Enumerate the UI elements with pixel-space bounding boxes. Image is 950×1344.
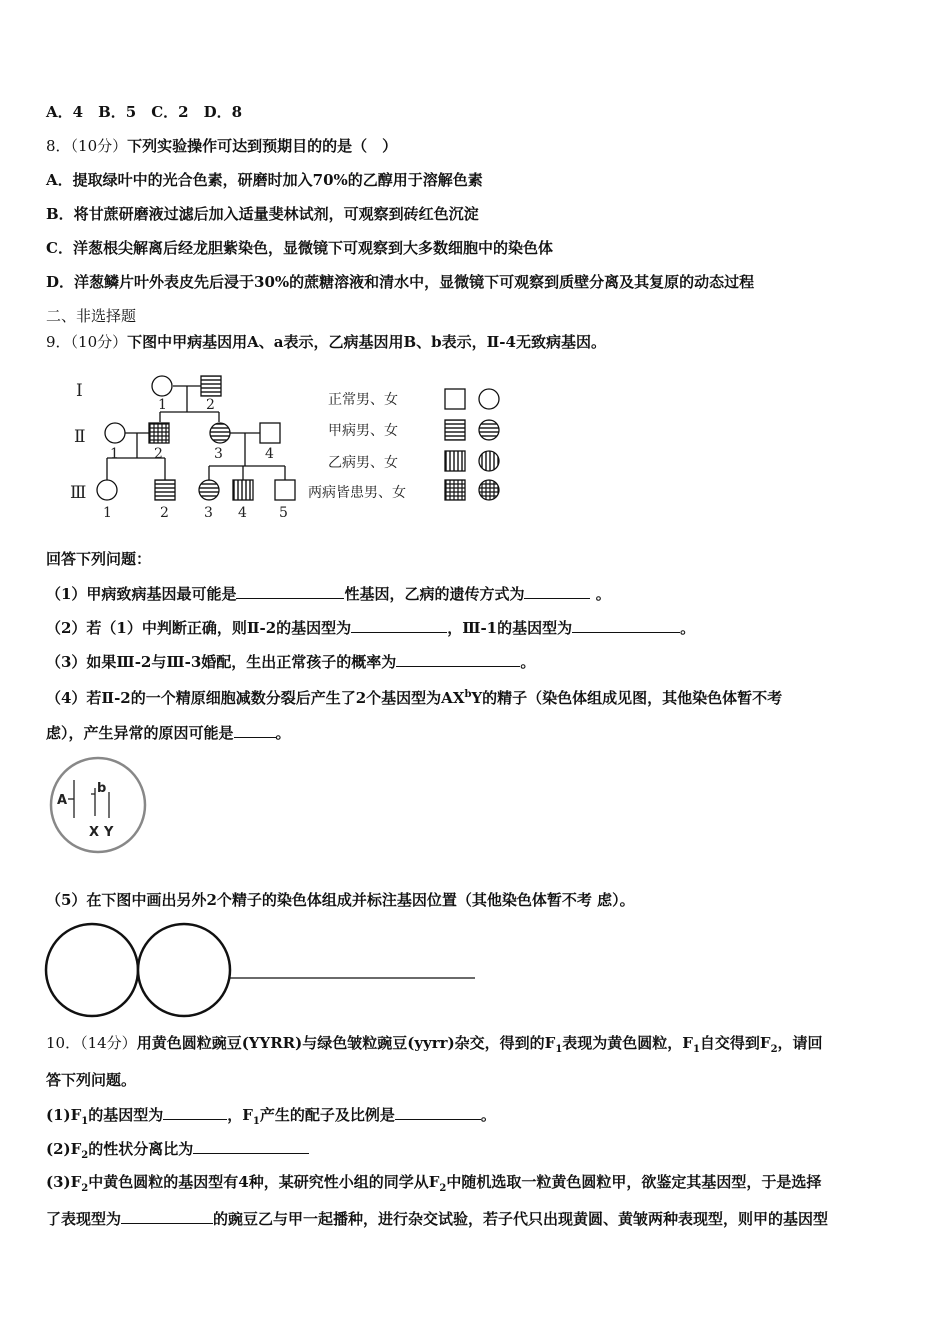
- q10-p1-d: 产生的配子及比例是: [259, 1106, 395, 1124]
- section-heading: 二、非选择题: [46, 307, 137, 325]
- q10-part1: [46, 1104, 496, 1132]
- legend-normal-male: [445, 389, 465, 409]
- II-4-male: [260, 423, 280, 443]
- q9-p1-text-a: （1）甲病致病基因最可能是: [46, 585, 237, 603]
- q9-part4: [46, 685, 782, 708]
- legend-both-male: [445, 480, 465, 500]
- q9-number: 9．（10分）: [46, 333, 128, 351]
- q8-text: 下列实验操作可达到预期目的的是（ ）: [127, 137, 398, 155]
- III-4-male: [233, 480, 253, 500]
- blank-9[interactable]: [193, 1138, 309, 1154]
- q8-stem: [46, 136, 397, 156]
- blank-1[interactable]: [236, 583, 344, 599]
- sperm-cell-diagram: [48, 756, 152, 856]
- answer-intro: 回答下列问题：: [46, 550, 152, 568]
- blank-cell-2[interactable]: [138, 924, 230, 1016]
- q10-part3-cont: [46, 1208, 828, 1229]
- III-5-male: [275, 480, 295, 500]
- blank-10[interactable]: [121, 1208, 213, 1224]
- num-III-5: 5: [279, 505, 288, 521]
- q10-p3-sub1: 2: [81, 1183, 89, 1194]
- q9-p1-text-c: 。: [595, 585, 611, 603]
- q10-number: 10．（14分）: [46, 1034, 137, 1052]
- III-2-male: [155, 480, 175, 500]
- q9-part3: [46, 651, 535, 672]
- q10-p1-b: 的基因型为: [88, 1106, 164, 1124]
- q10-l1-sub2: 1: [692, 1044, 700, 1055]
- q10-p1-a: (1)F: [46, 1106, 82, 1124]
- blank-8[interactable]: [395, 1104, 481, 1120]
- blank-5[interactable]: [396, 651, 520, 667]
- q10-p3-l2b: 的豌豆乙与甲一起播种，进行杂交试验，若子代只出现黄圆、黄皱两种表现型，则甲的基因型: [213, 1210, 829, 1228]
- label-X: X: [89, 825, 100, 840]
- gen-label-III: Ⅲ: [70, 483, 87, 503]
- label-b: b: [97, 781, 107, 796]
- q8-option-a: A．提取绿叶中的光合色素，研磨时加入70%的乙醇用于溶解色素: [46, 171, 483, 189]
- blank-4[interactable]: [572, 617, 680, 633]
- num-III-4: 4: [238, 505, 247, 521]
- num-II-4: 4: [265, 446, 274, 462]
- q8-option-b: B．将甘蔗研磨液过滤后加入适量斐林试剂，可观察到砖红色沉淀: [46, 205, 479, 223]
- III-3-female: [199, 480, 219, 500]
- pedigree-chart: [60, 366, 510, 526]
- q10-line2: 答下列问题。: [46, 1071, 137, 1089]
- q10-p1-sub2: 1: [252, 1116, 260, 1127]
- blank-2[interactable]: [524, 583, 590, 599]
- q10-part2: [46, 1138, 309, 1166]
- q10-p3-sub2: 2: [439, 1183, 447, 1194]
- q9-p4-text-c: 虑），产生异常的原因可能是: [46, 724, 234, 742]
- blank-6[interactable]: [234, 722, 276, 738]
- num-I-2: 2: [206, 397, 215, 413]
- q9-p4-sup: b: [464, 689, 472, 700]
- q10-l1-a: 用黄色圆粒豌豆(YYRR)与绿色皱粒豌豆(yyrr)杂交，得到的F: [136, 1034, 556, 1052]
- II-2-male: [149, 423, 169, 443]
- q10-line1: [46, 1033, 823, 1060]
- label-Y: Y: [104, 825, 114, 840]
- q8-option-d: D．洋葱鳞片叶外表皮先后浸于30%的蔗糖溶液和清水中，显微镜下可观察到质壁分离及其复原的动态过程: [46, 273, 755, 291]
- q9-p4-text-d: 。: [275, 724, 291, 742]
- blank-3[interactable]: [351, 617, 447, 633]
- blank-cells-drawing-area[interactable]: [40, 916, 480, 1026]
- q10-l1-sub1: 1: [555, 1044, 563, 1055]
- q9-part2: [46, 617, 695, 638]
- q10-p1-sub1: 1: [81, 1116, 89, 1127]
- legend-normal: 正常男、女: [328, 392, 398, 408]
- legend-disease-b: 乙病男、女: [328, 455, 398, 471]
- q9-p4-text-b: Y的精子（染色体组成见图，其他染色体暂不考: [471, 689, 783, 707]
- II-3-female: [210, 423, 230, 443]
- q10-p2-sub: 2: [81, 1150, 89, 1161]
- q9-part4-cont: [46, 722, 291, 743]
- num-I-1: 1: [158, 397, 167, 413]
- num-II-1: 1: [110, 446, 119, 462]
- q10-p3-a: (3)F: [46, 1173, 82, 1191]
- q10-p2-a: (2)F: [46, 1140, 82, 1158]
- q10-p3-l2a: 了表现型为: [46, 1210, 122, 1228]
- legend-a-female: [479, 420, 499, 440]
- I-2-male: [201, 376, 221, 396]
- legend-both: 两病皆患男、女: [308, 485, 406, 501]
- legend-normal-female: [479, 389, 499, 409]
- q10-p2-b: 的性状分离比为: [88, 1140, 194, 1158]
- legend-a-male: [445, 420, 465, 440]
- label-A: A: [57, 793, 68, 808]
- num-II-3: 3: [214, 446, 223, 462]
- num-II-2: 2: [154, 446, 163, 462]
- q9-part1: [46, 583, 611, 604]
- q10-l1-sub3: 2: [770, 1044, 778, 1055]
- q9-text: 下图中甲病基因用A、a表示，乙病基因用B、b表示，Ⅱ-4无致病基因。: [127, 333, 606, 351]
- q9-p3-text-a: （3）如果Ⅲ-2与Ⅲ-3婚配，生出正常孩子的概率为: [46, 653, 397, 671]
- num-III-2: 2: [160, 505, 169, 521]
- gen-label-I: Ⅰ: [76, 381, 83, 401]
- q10-l1-d: ，请回: [777, 1034, 823, 1052]
- legend-b-female: [479, 451, 499, 471]
- I-1-female: [152, 376, 172, 396]
- q10-p3-b: 中黄色圆粒的基因型有4种，某研究性小组的同学从F: [88, 1173, 440, 1191]
- num-III-1: 1: [103, 505, 112, 521]
- q9-p1-text-b: 性基因，乙病的遗传方式为: [344, 585, 525, 603]
- q10-part3: [46, 1172, 821, 1199]
- q9-p4-text-a: （4）若Ⅱ-2的一个精原细胞减数分裂后产生了2个基因型为AX: [46, 689, 465, 707]
- q8-number: 8．（10分）: [46, 137, 128, 155]
- gen-label-II: Ⅱ: [74, 427, 86, 447]
- III-1-female: [97, 480, 117, 500]
- q10-l1-c: 自交得到F: [699, 1034, 771, 1052]
- q9-part5: （5）在下图中画出另外2个精子的染色体组成并标注基因位置（其他染色体暂不考 虑）。: [46, 891, 635, 909]
- legend-disease-a: 甲病男、女: [328, 423, 398, 439]
- q9-p2-text-c: 。: [680, 619, 696, 637]
- q8-option-c: C．洋葱根尖解离后经龙胆紫染色，显微镜下可观察到大多数细胞中的染色体: [46, 239, 553, 257]
- q7-options: A．4 B．5 C．2 D．8: [46, 103, 243, 121]
- num-III-3: 3: [204, 505, 213, 521]
- q10-p1-c: ，F: [227, 1106, 253, 1124]
- blank-7[interactable]: [163, 1104, 227, 1120]
- q9-p2-text-b: ，Ⅲ-1的基因型为: [447, 619, 573, 637]
- q9-p2-text-a: （2）若（1）中判断正确，则Ⅱ-2的基因型为: [46, 619, 352, 637]
- II-1-female: [105, 423, 125, 443]
- q10-p3-c: 中随机选取一粒黄色圆粒甲，欲鉴定其基因型，于是选择: [446, 1173, 822, 1191]
- q10-p1-e: 。: [480, 1106, 496, 1124]
- blank-cell-1[interactable]: [46, 924, 138, 1016]
- legend-b-male: [445, 451, 465, 471]
- q10-l1-b: 表现为黄色圆粒，F: [562, 1034, 693, 1052]
- legend-both-female: [479, 480, 499, 500]
- q9-p3-text-b: 。: [520, 653, 536, 671]
- q9-stem: [46, 332, 606, 352]
